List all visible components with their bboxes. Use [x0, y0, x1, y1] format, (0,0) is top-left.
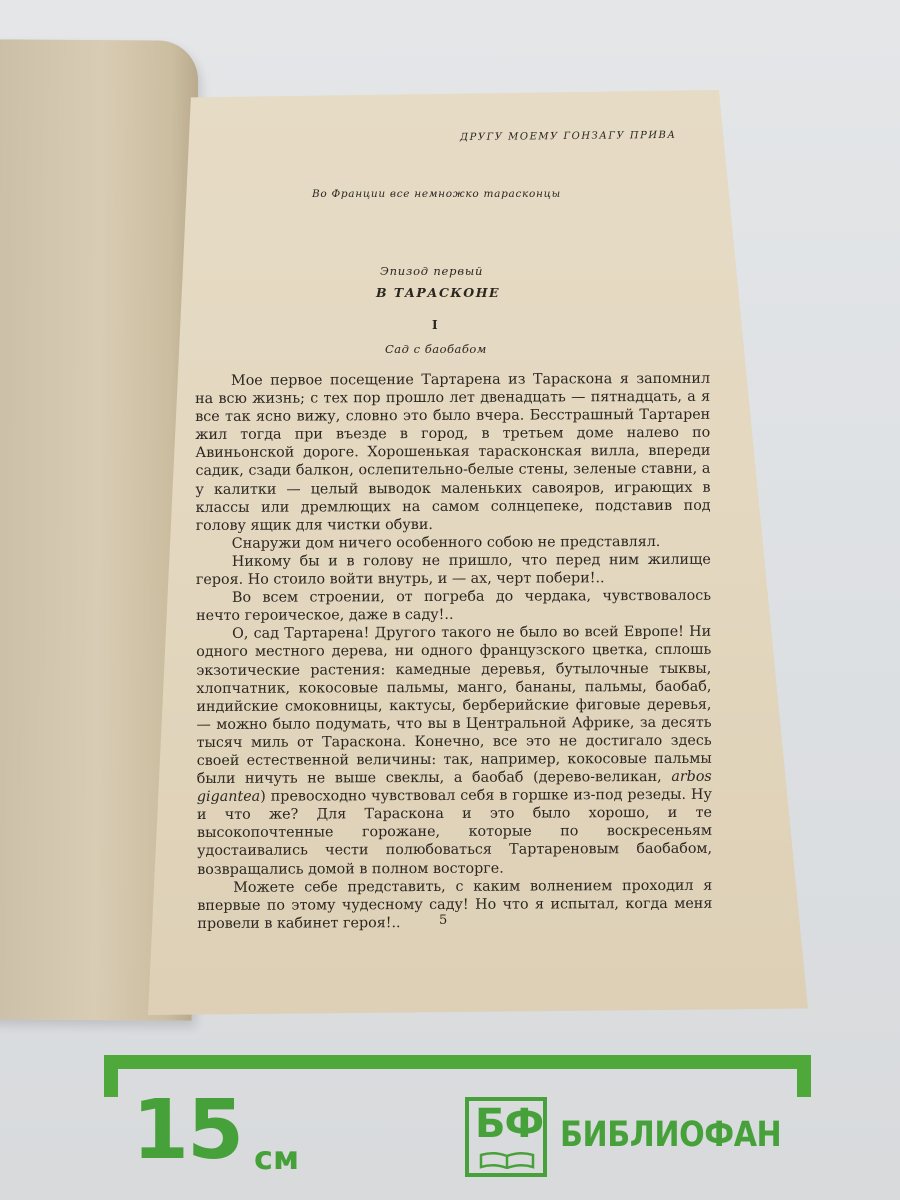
brand-name: БИБЛИОФАН — [560, 1115, 782, 1155]
page-number: 5 — [439, 913, 448, 928]
latin-term: arbos gigantea — [196, 768, 712, 806]
size-value: 15 — [132, 1083, 243, 1178]
chapter-title: В ТАРАСКОНЕ — [376, 285, 501, 300]
paragraph: Во всем строении, от погреба до чердака, чувствовалось нечто героическое, даже в саду!.. — [196, 587, 712, 625]
paragraph: Можете себе представить, с каким волнением проходил я впервые по этому чудесному саду! Но что я испытал, когда меня провели в кабинет героя!.. — [197, 877, 713, 932]
body-text — [195, 370, 712, 933]
brand-logo — [465, 1097, 547, 1177]
epigraph: Во Франции все немножко тарасконцы — [312, 188, 561, 200]
size-unit: см — [254, 1139, 300, 1177]
ruler-tick-right — [797, 1055, 811, 1097]
paragraph: Никому бы и в голову не пришло, что перед ним жилище героя. Но стоило войти внутрь, и — ах, черт побери!.. — [195, 551, 711, 589]
open-book-icon — [479, 1151, 535, 1169]
episode-label: Эпизод первый — [380, 264, 484, 278]
ruler-tick-left — [104, 1055, 118, 1097]
section-title: Сад с баобабом — [385, 342, 487, 356]
paragraph: Снаружи дом ничего особенного собою не представлял. — [231, 533, 661, 552]
dedication: ДРУГУ МОЕМУ ГОНЗАГУ ПРИВА — [459, 129, 677, 144]
paragraph: О, сад Тартарена! Другого такого не было во всей Европе! Ни одного местного дерева, ни одного французского цветка, сплошь экзотические растения: камедные деревья, бутылочные тыквы, хлопчатник, кокосовые пальмы, манго, бананы, пальмы, баобаб, индийские смоковницы, кактусы, берберийские фиговые деревья,— можно было подумать, что вы в Центральной Африке, за десять тысяч миль от Тараскона. Конечно, все это не достигало здесь своей естественной величины: так, например, кокосовые пальмы были ничуть не выше свеклы, а баобаб (дерево-великан, arbos gigantea) превосходно чувствовал себя в горшке из-под резеды. Ну и что же? Для Тараскона и это было хорошо, и те высокопочтенные горожане, которые по воскресеньям удостаивались чести полюбоваться Тартареновым баобабом, возвращались домой в полном восторге. — [196, 624, 713, 878]
size-ruler — [106, 1055, 811, 1069]
logo-mark: БФ — [475, 1101, 544, 1147]
section-number: I — [432, 318, 438, 332]
paragraph: Мое первое посещение Тартарена из Тараскона я запомнил на всю жизнь; с тех пор прошло лет двенадцать — пятнадцать, а я все так ясно вижу, словно это было вчера. Бесстрашный Тартарен жил тогда при въезде в город, в третьем доме налево по Авиньонской дороге. Хорошенькая тарасконская вилла, впереди садик, сзади балкон, ослепительно-белые стены, зеленые ставни, а у калитки — целый выводок маленьких савояров, играющих в классы или дремлющих на самом солнцепеке, подставив под голову ящик для чистки обуви. — [195, 370, 711, 534]
